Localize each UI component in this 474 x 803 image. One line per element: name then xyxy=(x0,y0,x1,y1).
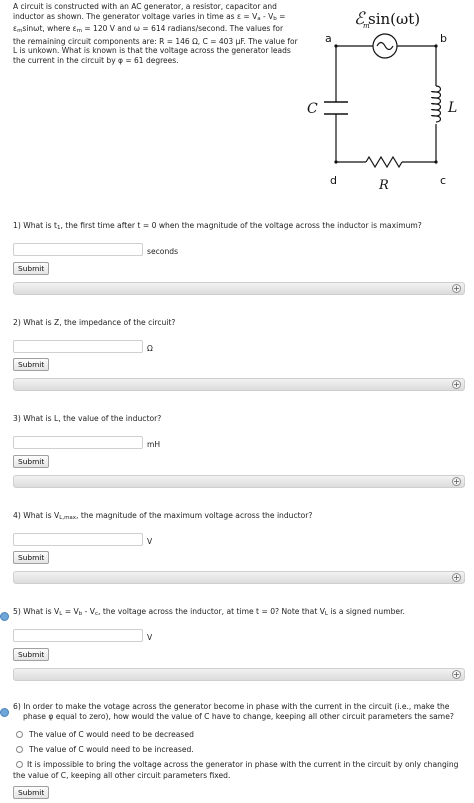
question-3-answer-input[interactable] xyxy=(13,436,143,449)
node-d-label: d xyxy=(330,174,337,187)
option-3-label[interactable] xyxy=(27,760,467,770)
intro-text: inductor as shown. The generator voltage varies in time as ε = V xyxy=(13,11,258,21)
question-1-unit: seconds xyxy=(147,247,179,256)
subscript: L xyxy=(59,611,63,617)
intro-text: - V xyxy=(260,11,274,21)
question-3-hint-bar[interactable] xyxy=(13,475,465,488)
subscript: m xyxy=(76,28,82,35)
subscript: m xyxy=(17,28,23,35)
question-2-text: 2) What is Z, the impedance of the circuit? xyxy=(13,318,176,327)
q-text: is a signed number. xyxy=(328,607,405,616)
subscript: b xyxy=(78,611,83,617)
question-4-text xyxy=(13,511,312,521)
node-c-label: c xyxy=(440,174,447,187)
source-emf-label: ℰ xyxy=(354,9,365,29)
q-text-line: 6) In order to make the votage across the generator become in phase with the current in the circuit (i.e., make the xyxy=(13,702,450,711)
inductor-icon xyxy=(432,86,441,122)
option-2-label[interactable]: The value of C would need to be increased. xyxy=(29,745,194,754)
expand-plus-icon[interactable]: + xyxy=(453,573,460,582)
question-3-text: 3) What is L, the value of the inductor? xyxy=(13,414,162,423)
option-2-radio[interactable] xyxy=(16,746,23,753)
subscript: c xyxy=(94,611,99,617)
question-6-submit-button[interactable]: Submit xyxy=(13,786,49,799)
subscript: b xyxy=(273,15,277,22)
expand-plus-icon[interactable]: + xyxy=(453,670,460,679)
intro-text: sinωt, where ε xyxy=(22,24,77,34)
question-3-unit: mH xyxy=(147,440,161,449)
question-5-hint-bar[interactable] xyxy=(13,668,465,681)
question-5-text xyxy=(13,607,405,617)
expand-plus-icon[interactable]: + xyxy=(453,477,460,486)
source-emf-subscript: m xyxy=(363,22,370,30)
q-text: = V xyxy=(62,607,79,616)
question-2-unit: Ω xyxy=(147,344,153,353)
q-text: , the first time after t = 0 when the magnitude of the voltage across the inductor is maximum? xyxy=(60,221,422,230)
intro-line-2 xyxy=(13,12,303,25)
question-5-submit-button[interactable]: Submit xyxy=(13,648,49,661)
question-1-answer-input[interactable] xyxy=(13,243,143,256)
question-6-text xyxy=(13,702,463,722)
question-2-submit-button[interactable]: Submit xyxy=(13,358,49,371)
option-1-radio[interactable] xyxy=(16,731,23,738)
question-4-submit-button[interactable]: Submit xyxy=(13,551,49,564)
node-a-label: a xyxy=(325,32,332,45)
q-text: 5) What is V xyxy=(13,607,60,616)
resistor-label: R xyxy=(379,178,389,193)
tutor-hint-icon[interactable] xyxy=(0,708,9,717)
question-5-answer-input[interactable] xyxy=(13,629,143,642)
q-text: 4) What is V xyxy=(13,511,60,520)
q-text: 1) What is t xyxy=(13,221,58,230)
circuit-diagram xyxy=(296,2,474,198)
question-4-unit: V xyxy=(147,537,153,546)
intro-text: = xyxy=(276,11,286,21)
intro-line-4: the remaining circuit components are: R = 146 Ω, C = 403 μF. The value for xyxy=(13,36,298,46)
question-5-unit: V xyxy=(147,633,153,642)
source-function-label: sin(ωt) xyxy=(368,10,421,28)
question-1-submit-button[interactable]: Submit xyxy=(13,262,49,275)
intro-line-3 xyxy=(13,24,303,37)
subscript: L,max xyxy=(59,515,77,521)
option-1-label[interactable]: The value of C would need to be decreased xyxy=(29,730,194,739)
option-3-line-1[interactable]: It is impossible to bring the voltage across the generator in phase with the current in the circuit by only changing xyxy=(27,760,459,769)
option-3-line-2[interactable]: the value of C, keeping all other circuit parameters fixed. xyxy=(13,771,231,780)
inductor-label: L xyxy=(448,100,458,116)
subscript: L xyxy=(324,611,328,617)
q-text: , the magnitude of the maximum voltage across the inductor? xyxy=(76,511,313,520)
q-text: , the voltage across the inductor, at time t = 0? Note that V xyxy=(98,607,325,616)
intro-line-6: the current in the circuit by φ = 61 degrees. xyxy=(13,55,179,65)
subscript: a xyxy=(257,15,261,22)
expand-plus-icon[interactable]: + xyxy=(453,284,460,293)
question-2-answer-input[interactable] xyxy=(13,340,143,353)
intro-text: = 120 V and ω = 614 radians/second. The values for xyxy=(82,24,284,34)
intro-line-1: A circuit is constructed with an AC generator, a resistor, capacitor and xyxy=(13,2,277,11)
question-4-hint-bar[interactable] xyxy=(13,571,465,584)
problem-intro xyxy=(13,2,303,66)
option-3-radio[interactable] xyxy=(16,761,23,768)
resistor-icon xyxy=(366,157,402,167)
expand-plus-icon[interactable]: + xyxy=(453,380,460,389)
node-b-label: b xyxy=(440,32,447,45)
subscript: 1 xyxy=(57,225,61,231)
intro-line-5: L is unkown. What is known is that the voltage across the generator leads xyxy=(13,46,291,56)
tutor-hint-icon[interactable] xyxy=(0,612,9,621)
q-text-line: phase φ equal to zero), how would the value of C have to change, keeping all other circuit parameters the same? xyxy=(23,712,454,721)
question-1-hint-bar[interactable] xyxy=(13,282,465,295)
intro-text: ε xyxy=(13,24,18,34)
question-2-hint-bar[interactable] xyxy=(13,378,465,391)
question-1-text xyxy=(13,221,422,231)
capacitor-label: C xyxy=(307,101,318,117)
question-4-answer-input[interactable] xyxy=(13,533,143,546)
question-3-submit-button[interactable]: Submit xyxy=(13,455,49,468)
q-text: - V xyxy=(82,607,95,616)
